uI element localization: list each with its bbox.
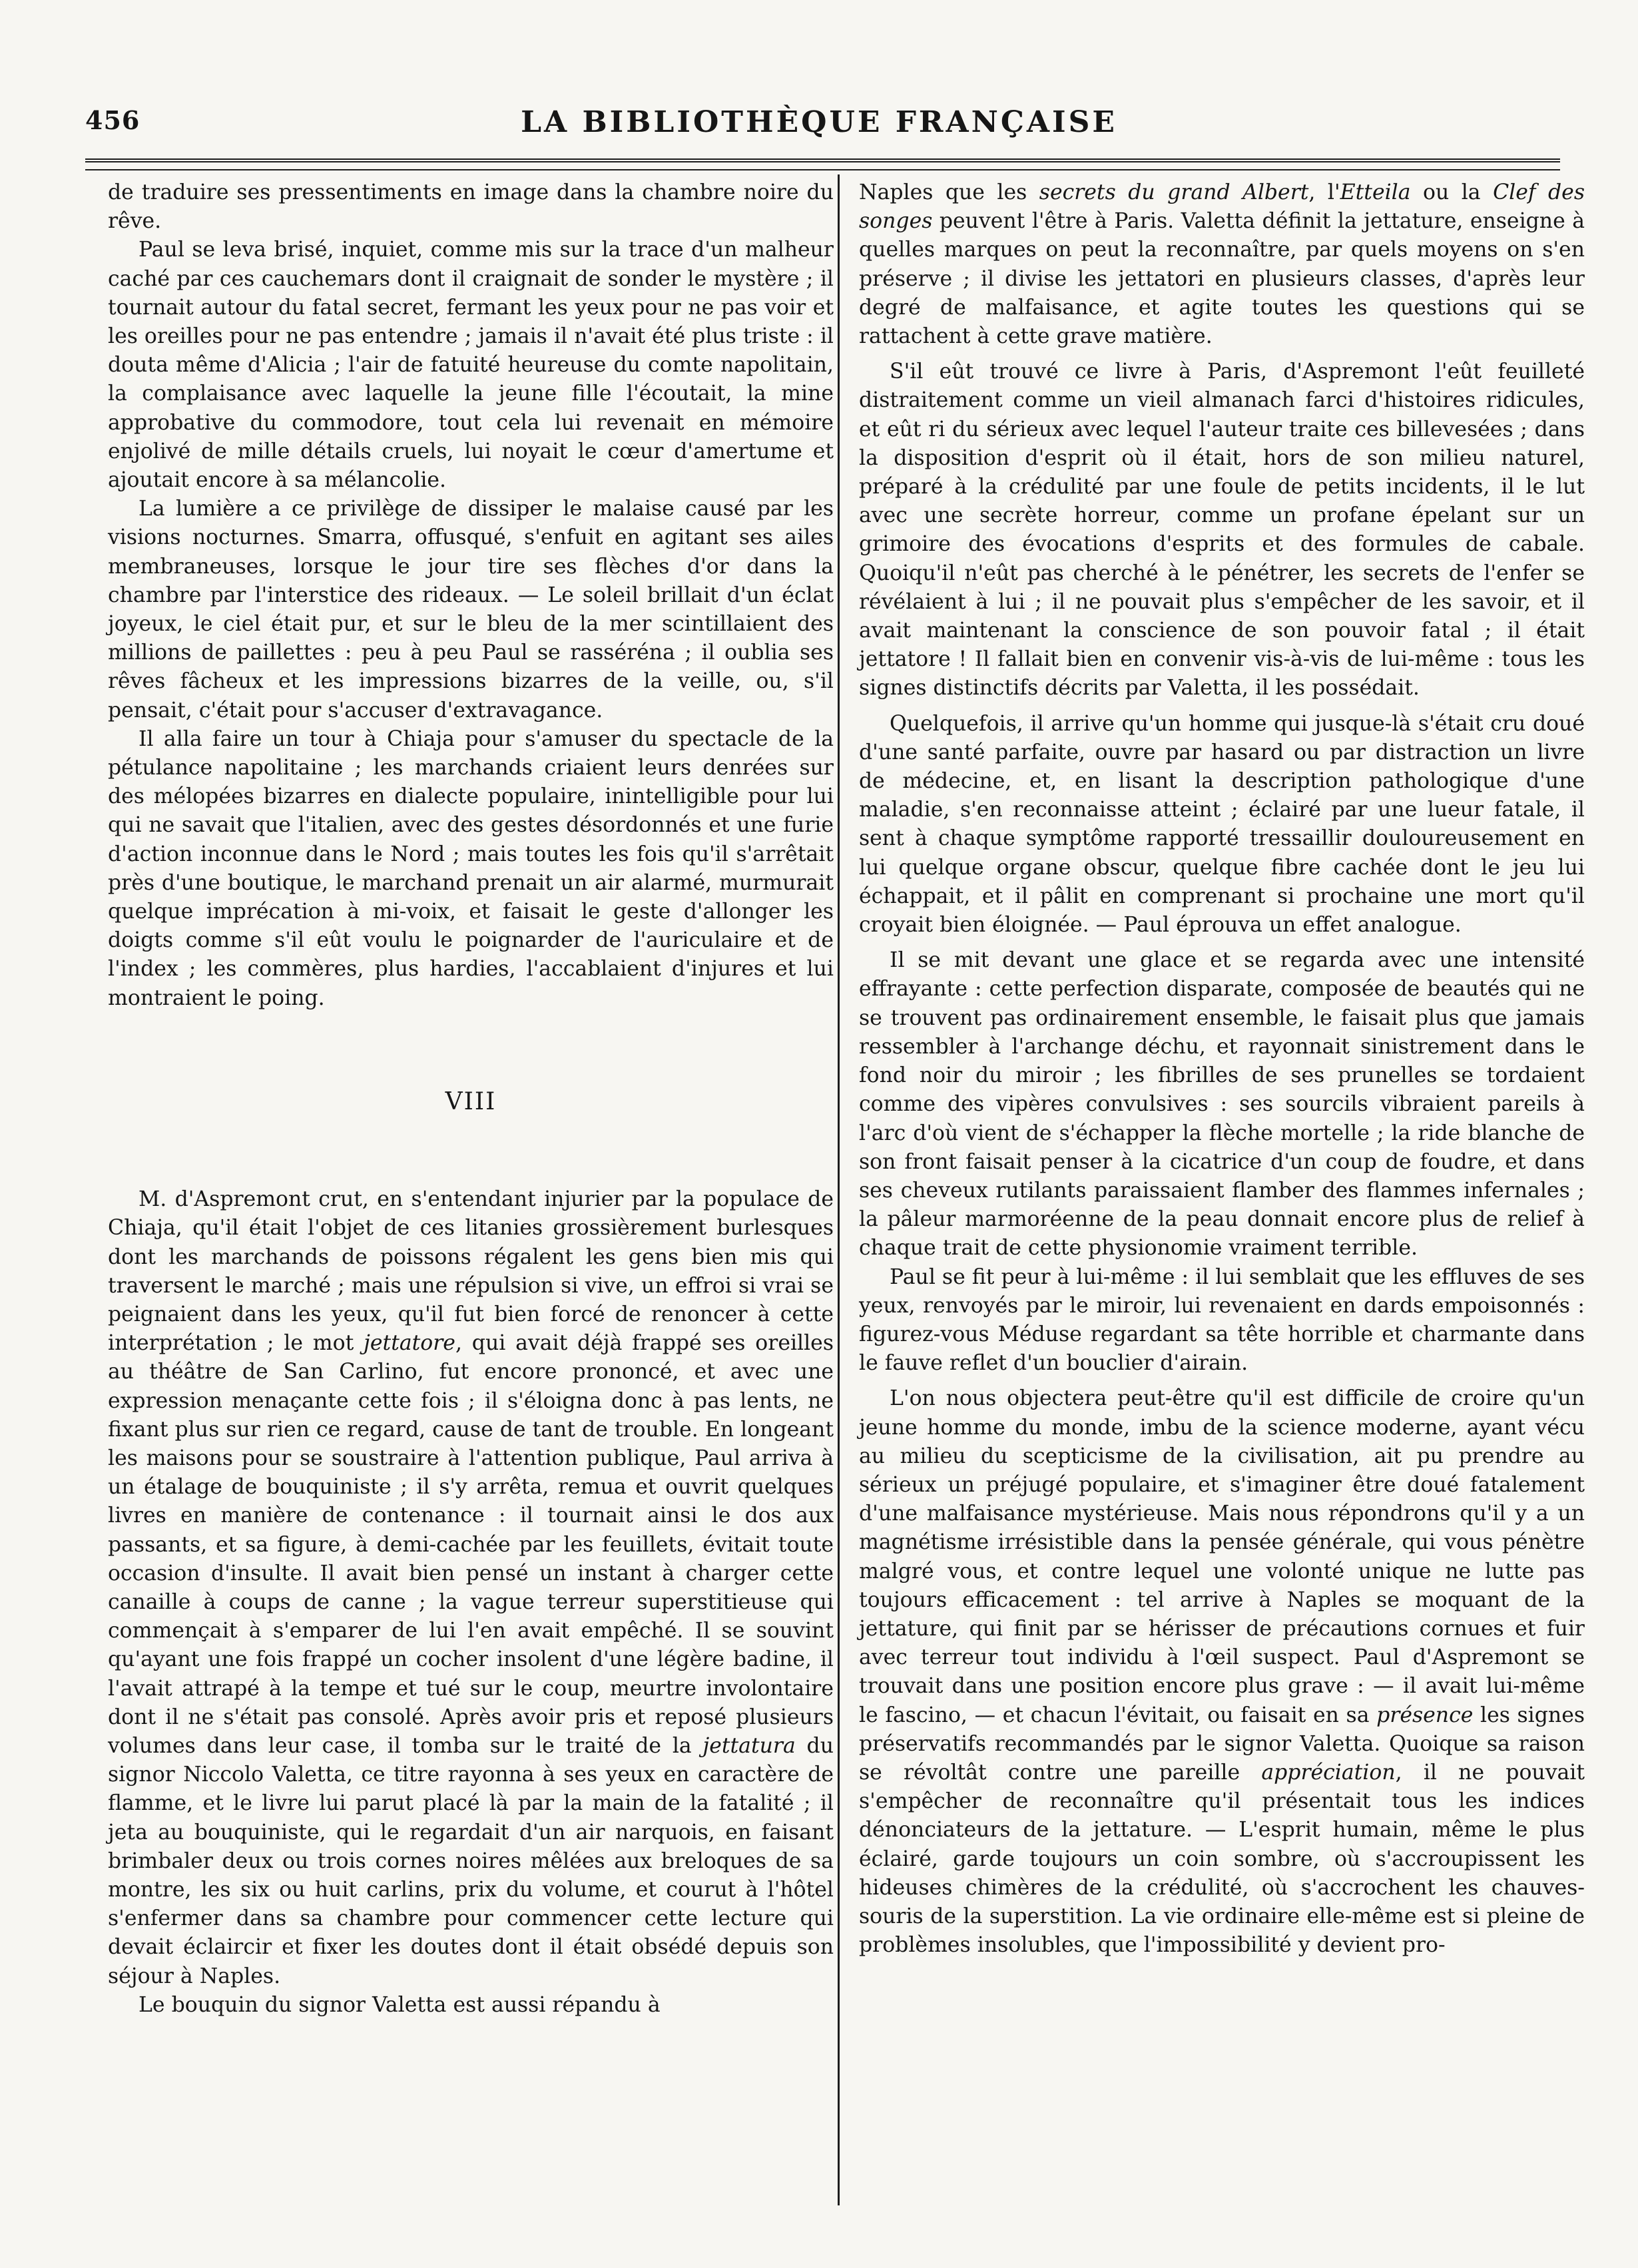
italic-title: Etteila	[1340, 180, 1411, 204]
paragraph: de traduire ses pressentiments en image dans la chambre noire du rêve.	[108, 180, 834, 234]
right-column	[859, 178, 1585, 1960]
paragraph: Le bouquin du signor Valetta est aussi répandu à	[138, 1992, 661, 2017]
italic-term: présence	[1376, 1703, 1474, 1727]
left-column	[108, 178, 834, 2020]
italic-title: Clef des songes	[859, 180, 1585, 234]
paragraph: Quelquefois, il arrive qu'un homme qui jusque-là s'était cru doué d'une santé parfaite, ouvre par hasard ou par distraction un livre de médecine, et, en lisant la description pathologique d'une maladie, s'en reconnaisse atteint ; éclairé par une lueur fatale, il sent à chaque symptôme rapporté tressaillir douloureusement en lui quelque organe obscur, quelque fibre cachée dont le jeu lui échappait, et il pâlit en comprenant si prochaine une mort qu'il croyait bien éloignée. — Paul éprouva un effet analogue.	[859, 711, 1585, 938]
paragraph: Il alla faire un tour à Chiaja pour s'amuser du spectacle de la pétulance napolitaine ; les marchands criaient leurs denrées sur des mélopées bizarres en dialecte populaire, inintelligible pour lui qui ne savait que l'italien, avec des gestes désordonnés et une furie d'action inconnue dans le Nord ; mais toutes les fois qu'il s'arrêtait près d'une boutique, le marchand prenait un air alarmé, murmurait quelque imprécation à mi-voix, et faisait le geste d'allonger les doigts comme s'il eût voulu le poignarder de l'auriculaire et de l'index ; les commères, plus hardies, l'accablaient d'injures et lui montraient le poing.	[108, 726, 834, 1010]
header-rule-thin	[85, 169, 1560, 170]
running-head: LA BIBLIOTHÈQUE FRANÇAISE	[521, 105, 1117, 139]
text-run: les signes préservatifs recommandés par le signor Valetta. Quoique sa raison se révoltât contre une pareille	[859, 1703, 1585, 1785]
italic-term: appréciation	[1261, 1760, 1396, 1785]
paragraph: Il se mit devant une glace et se regarda avec une intensité effrayante : cette perfection disparate, composée de beautés qui ne se trouvent pas ordinairement ensemble, le faisait plus que jamais ressembler à l'archange déchu, et rayonnait sinistrement dans le fond noir du miroir ; les fibrilles de ses prunelles se tordaient comme des vipères convulsives : ses sourcils vibraient pareils à l'arc d'où vient de s'échapper la flèche mortelle ; la ride blanche de son front faisait penser à la cicatrice d'un coup de foudre, et dans ses cheveux rutilants paraissaient flamber des flammes infernales ; la pâleur marmoréenne de la peau donnait encore plus de relief à chaque trait de cette physionomie vraiment terrible.	[859, 948, 1585, 1261]
italic-term: jettatore	[364, 1331, 455, 1356]
text-run: M. d'Aspremont crut, en s'entendant injurier par la populace de Chiaja, qu'il était l'objet de ces litanies grossièrement burlesques dont les marchands de poissons régalent les gens bien mis qui traversent le marché ; mais une répulsion si vive, un effroi si vrai se peignaient dans les yeux, qu'il fut bien forcé de renoncer à cette interprétation ; le mot	[108, 1187, 834, 1356]
text-run: , l'	[1308, 180, 1340, 204]
text-run: L'on nous objectera peut-être qu'il est difficile de croire qu'un jeune homme du monde, imbu de la science moderne, ayant vécu au milieu du scepticisme de la civilisation, ait pu prendre au sérieux un préjugé populaire, et s'imaginer être doué fatalement d'une malfaisance mystérieuse. Mais nous répondrons qu'il y a un magnétisme irrésistible dans la pensée générale, qui vous pénètre malgré vous, et contre lequel une volonté unique ne lutte pas toujours efficacement : tel arrive à Naples se moquant de la jettature, qui finit par se hérisser de précautions cornues et fuir avec terreur tout individu à l'œil suspect. Paul d'Aspremont se trouvait dans une position encore plus grave : — il avait lui-même le fascino, — et chacun l'évitait, ou faisait en sa	[859, 1386, 1585, 1727]
text-run: ou la	[1410, 180, 1494, 204]
italic-title: secrets du grand Albert	[1039, 180, 1309, 204]
text-run: peuvent l'être à Paris. Valetta définit la jettature, enseigne à quelles marques on peut la reconnaître, par quels moyens on s'en préserve ; il divise les jettatori en plusieurs classes, d'après leur degré de malfaisance, et agite toutes les questions qui se rattachent à cette grave matière.	[859, 209, 1585, 349]
text-run: , il ne pouvait s'empêcher de reconnaître qu'il présentait tous les indices dénonciateurs de la jettature. — L'esprit humain, même le plus éclairé, garde toujours un coin sombre, où s'accroupissent les hideuses chimères de la crédulité, où s'accrochent les chauves-souris de la superstition. La vie ordinaire elle-même est si pleine de problèmes insolubles, que l'impossibilité y devient pro-	[859, 1760, 1585, 1958]
column-divider	[838, 174, 840, 2205]
header-rule	[85, 158, 1560, 162]
paragraph: Paul se leva brisé, inquiet, comme mis sur la trace d'un malheur caché par ces cauchemars dont il craignait de sonder le mystère ; il tournait autour du fatal secret, fermant les yeux pour ne pas voir et les oreilles pour ne pas entendre ; jamais il n'avait été plus triste : il douta même d'Alicia ; l'air de fatuité heureuse du comte napolitain, la complaisance avec laquelle la jeune fille l'écoutait, la mine approbative du commodore, tout cela lui revenait en mémoire enjolivé de mille détails cruels, lui noyait le cœur d'amertume et ajoutait encore à sa mélancolie.	[108, 238, 834, 493]
page-number: 456	[85, 105, 140, 135]
text-run: Naples que les	[859, 180, 1039, 204]
paragraph	[108, 1185, 834, 1991]
text-run: , qui avait déjà frappé ses oreilles au théâtre de San Carlino, fut encore prononcé, et avec une expression menaçante cette fois ; il s'éloigna donc à pas lents, ne fixant plus sur rien ce regard, cause de tant de trouble. En longeant les maisons pour se soustraire à l'attention publique, Paul arriva à un étalage de bouquiniste ; il s'y arrêta, remua et ouvrit quelques livres en manière de contenance : il tournait ainsi le dos aux passants, et sa figure, à demi-cachée par les feuillets, évitait toute occasion d'insulte. Il avait bien pensé un instant à charger cette canaille à coups de canne ; la vague terreur superstitieuse qui commençait à s'emparer de lui l'en avait empêché. Il se souvint qu'ayant une fois frappé un cocher insolent d'une légère badine, il l'avait attrapé à la tempe et tué sur le coup, meurtre involontaire dont il ne s'était pas consolé. Après avoir pris et reposé plusieurs volumes dans leur case, il tomba sur le traité de la	[108, 1331, 834, 1758]
paragraph: S'il eût trouvé ce livre à Paris, d'Aspremont l'eût feuilleté distraitement comme un vieil almanach farci d'histoires ridicules, et eût ri du sérieux avec lequel l'auteur traite ces billevesées ; dans la disposition d'esprit où il était, hors de son milieu naturel, préparé à la crédulité par une foule de petits incidents, il le lut avec une secrète horreur, comme un profane épelant sur un grimoire des évocations d'esprits et des formules de cabale. Quoiqu'il n'eût pas cherché à le pénétrer, les secrets de l'enfer se révélaient à lui ; il ne pouvait plus s'empêcher de les savoir, et il avait maintenant la conscience de son pouvoir fatal ; il était jettatore ! Il fallait bien en convenir vis-à-vis de lui-même : tous les signes distinctifs décrits par Valetta, il les possédait.	[859, 360, 1585, 701]
italic-term: jettatura	[702, 1733, 796, 1758]
text-run: du signor Niccolo Valetta, ce titre rayonna à ses yeux en caractère de flamme, et le livre lui parut placé là par la main de la fatalité ; il jeta au bouquiniste, qui le regardait d'un air narquois, en faisant brimbaler deux ou trois cornes noires mêlées aux breloques de sa montre, les six ou huit carlins, prix du volume, et courut à l'hôtel s'enfermer dans sa chambre pour commencer cette lecture qui devait éclaircir et fixer les doutes dont il était obsédé depuis son séjour à Naples.	[108, 1733, 834, 1988]
paragraph: Paul se fit peur à lui-même : il lui semblait que les effluves de ses yeux, renvoyés par le miroir, lui revenaient en dards empoisonnés : figurez-vous Méduse regardant sa tête horrible et charmante dans le fauve reflet d'un bouclier d'airain.	[859, 1265, 1585, 1376]
paragraph: La lumière a ce privilège de dissiper le malaise causé par les visions nocturnes. Smarra, offusqué, s'enfuit en agitant ses ailes membraneuses, lorsque le jour tire ses flèches d'or dans la chambre par l'interstice des rideaux. — Le soleil brillait d'un éclat joyeux, le ciel était pur, et sur le bleu de la mer scintillaient des millions de paillettes : peu à peu Paul se rasséréna ; il oublia ses rêves fâcheux et les impressions bizarres de la veille, ou, s'il pensait, c'était pour s'accuser d'extravagance.	[108, 497, 834, 722]
paragraph	[859, 178, 1585, 351]
section-heading: VIII	[445, 1087, 497, 1115]
paragraph	[859, 1384, 1585, 1960]
